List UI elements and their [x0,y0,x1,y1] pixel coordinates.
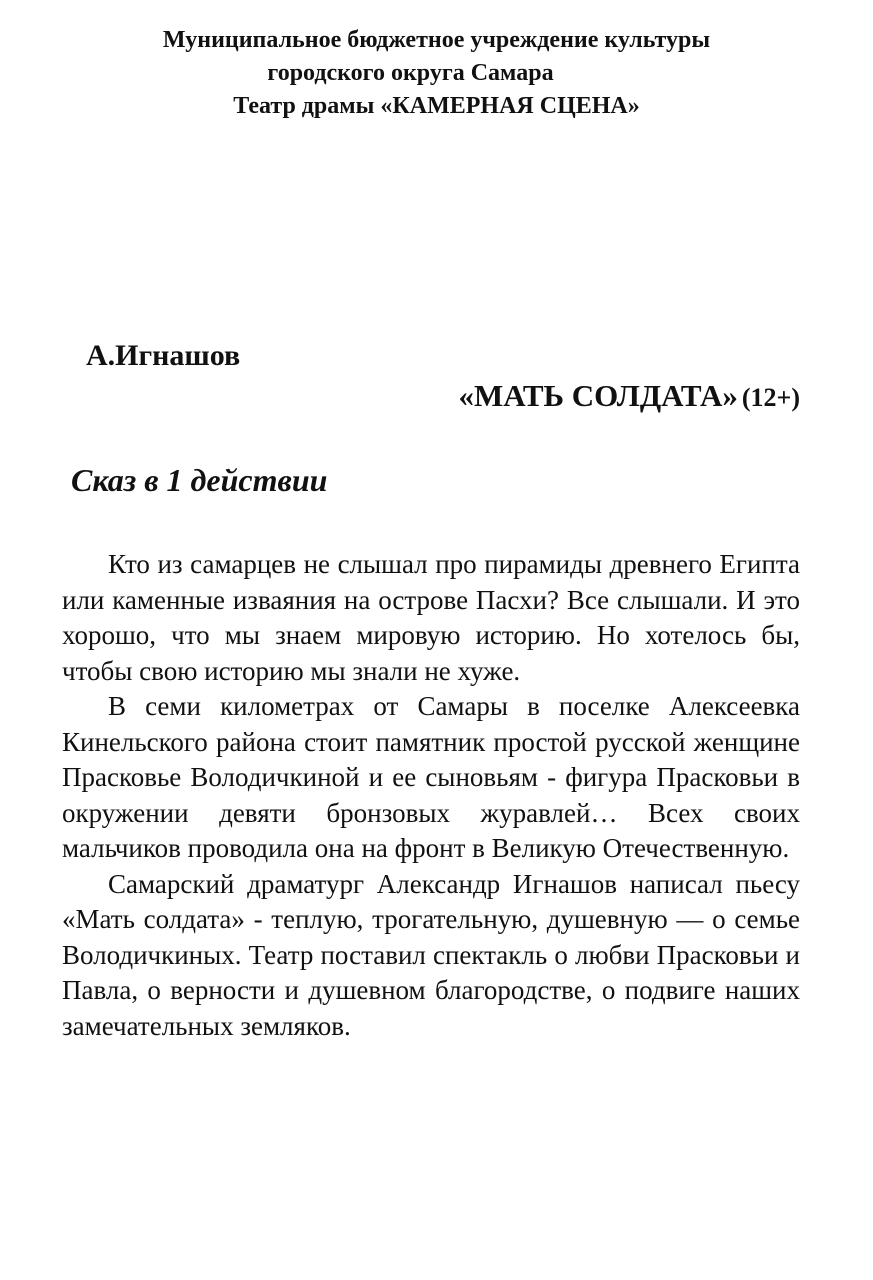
author-name: А.Игнашов [86,339,241,372]
organization-header [0,24,873,123]
paragraph: Самарский драматург Александр Игнашов написал пьесу «Мать солдата» - теплую, трогательную, душевную — о семье Володичкиных. Театр поставил спектакль о любви Прасковьи и Павла, о верности и душевном благородстве, о подвиге наших замечательных земляков. [62,868,800,1041]
header-line-organization: Муниципальное бюджетное учреждение культуры [162,27,711,53]
paragraph: В семи километрах от Самары в поселке Алексеевка Кинельского района стоит памятник простой русской женщине Прасковье Володичкиной и ее сыновьям - фигура Прасковьи в окружении девяти бронзовых журавлей… Всех своих мальчиков проводила она на фронт в Великую Отечественную. [62,691,800,863]
play-title [458,376,800,422]
paragraph: Кто из самарцев не слышал про пирамиды древнего Египта или каменные изваяния на острове Пасхи? Все слышали. И это хорошо, что мы знаем мировую историю. Но хотелось бы, чтобы свою историю мы знали не хуже. [62,549,800,686]
header-line-theatre: Театр драмы «КАМЕРНАЯ СЦЕНА» [233,93,640,119]
description-text [62,547,800,1044]
age-rating: (12+) [741,383,800,412]
play-genre: Сказ в 1 действии [71,462,328,498]
header-line-city: городского округа Самара [267,60,554,86]
play-title-name: «МАТЬ СОЛДАТА» [458,378,738,413]
